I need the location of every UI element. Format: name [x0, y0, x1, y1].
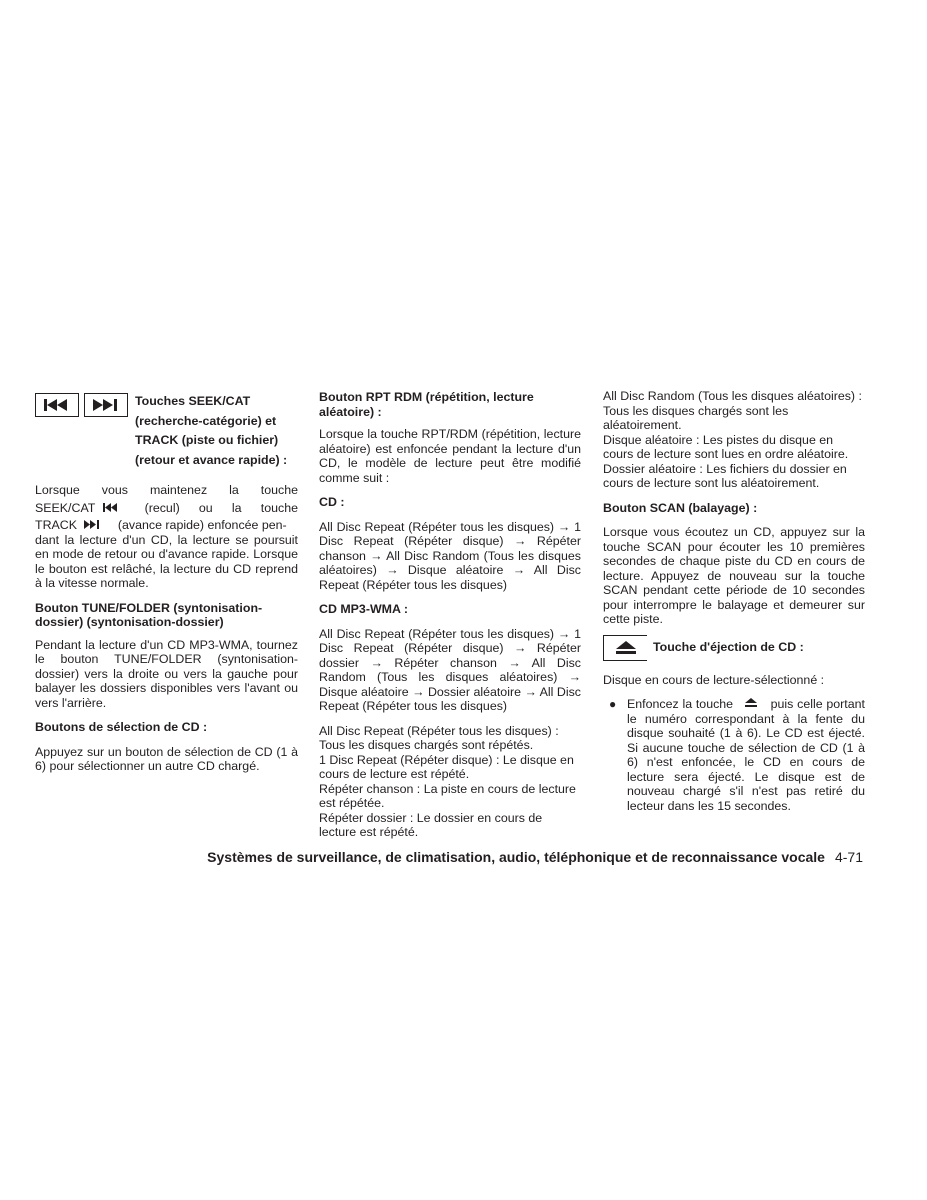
seek-line-c-text: TRACK: [35, 518, 77, 532]
cd-select-text: Appuyez sur un bouton de sélection de CD (1 à 6) pour sélectionner un autre CD chargé.: [35, 744, 298, 773]
seek-track-icons: [35, 389, 128, 417]
definition-item: Dossier aléatoire : Les fichiers du dossier en cours de lecture sont lus aléatoirement.: [603, 461, 847, 490]
eject-header: [603, 635, 865, 661]
seek-line-b-text: SEEK/CAT: [35, 500, 96, 515]
footer-title: Systèmes de surveillance, de climatisation, audio, téléphonique et de reconnaissance vocale: [207, 849, 825, 865]
eject-intro: Disque en cours de lecture-sélectionné :: [603, 672, 825, 687]
seek-title-line: (retour et avance rapide) :: [135, 452, 288, 467]
seek-track-header: [35, 389, 298, 473]
eject-bullet-text: [627, 697, 865, 813]
mp3-sequence: All Disc Repeat (Répéter tous les disques) → 1 Disc Repeat (Répéter disque) → Répéter dossier → Répéter chanson → All Disc Random (Tous les disques aléatoires) → Disque aléatoire → Dossier aléatoire → All Disc Repeat (Répéter tous les disques): [319, 626, 581, 713]
mp3-heading: CD MP3-WMA :: [319, 602, 409, 616]
definition-item: Disque aléatoire : Les pistes du disque en cours de lecture sont lues en ordre aléatoire.: [603, 432, 849, 461]
eject-bullet: [603, 697, 865, 813]
bullet-dot: ●: [609, 697, 617, 711]
seek-line-a: Lorsque vous maintenez la touche: [35, 483, 298, 497]
seek-title-line: TRACK (piste ou fichier): [135, 433, 279, 447]
seek-paragraph: [35, 483, 298, 591]
cd-select-heading: Boutons de sélection de CD :: [35, 720, 208, 734]
skip-forward-icon: [84, 393, 128, 417]
skip-back-small-icon: [103, 501, 119, 516]
seek-track-title: [135, 392, 287, 470]
rpt-definitions: [319, 724, 581, 840]
column-2: [319, 389, 581, 840]
rpt-text: Lorsque la touche RPT/RDM (répétition, lecture aléatoire) est enfoncée pendant la lecture d'un CD, le modèle de lecture peut être modifié comme suit :: [319, 427, 581, 485]
definition-item: 1 Disc Repeat (Répéter disque) : Le disque en cours de lecture est répété.: [319, 752, 574, 781]
scan-text: Lorsque vous écoutez un CD, appuyez sur la touche SCAN pour écouter les 10 premières secondes de chaque piste du CD en cours de lecture. Appuyez de nouveau sur la touche SCAN pendant cette période de 10 secondes pour interrompre le balayage et demeurer sur cette piste.: [603, 525, 865, 626]
definition-item: Répéter dossier : Le dossier en cours de lecture est répété.: [319, 810, 543, 839]
seek-line-d: dant la lecture d'un CD, la lecture se poursuit en mode de retour ou d'avance rapide. Lorsque le bouton est relâché, la lecture du CD reprend à la vitesse normale.: [35, 532, 298, 590]
definition-item: All Disc Random (Tous les disques aléatoires) : Tous les disques chargés sont les aléatoirement.: [603, 389, 862, 432]
column-3: [603, 389, 865, 813]
seek-title-line: (recherche-catégorie) et: [135, 413, 277, 428]
definition-item: All Disc Repeat (Répéter tous les disques) : Tous les disques chargés sont répétés.: [319, 723, 559, 752]
tune-text: Pendant la lecture d'un CD MP3-WMA, tournez le bouton TUNE/FOLDER (syntonisation-dossier) vers la droite ou vers la gauche pour balayer les dossiers disponibles vers l'avant ou vers l'arrière.: [35, 637, 298, 710]
column-1: [35, 389, 298, 774]
eject-title: Touche d'éjection de CD :: [653, 640, 804, 655]
seek-title-line: Touches SEEK/CAT: [135, 394, 251, 408]
eject-bullet-a: Enfoncez la touche: [627, 697, 734, 711]
seek-line-c: [35, 518, 298, 533]
seek-line-b-rest: (recul) ou la touche: [144, 500, 298, 515]
eject-bullet-b: puis celle portant le numéro correspondant à la fente du disque souhaité (1 à 6). Le CD est éjecté. Si aucune touche de sélection de CD (1 à 6) n'est enfoncée, le CD en cours de lecture sera éjecté. Le disque est de nouveau chargé s'il n'est pas retiré du lecteur dans les 15 secondes.: [627, 697, 865, 813]
tune-heading: Bouton TUNE/FOLDER (syntonisation-dossier) (syntonisation-dossier): [35, 600, 263, 629]
definition-item: Répéter chanson : La piste en cours de lecture est répétée.: [319, 781, 576, 810]
seek-line-b: [35, 501, 298, 516]
eject-icon: [603, 635, 647, 661]
page-number: 4-71: [834, 849, 863, 865]
eject-small-icon: [745, 697, 757, 712]
cd-sequence: All Disc Repeat (Répéter tous les disques) → 1 Disc Repeat (Répéter disque) → Répéter chanson → All Disc Random (Tous les disques aléatoires) → Disque aléatoire → All Disc Repeat (Répéter tous les disques): [319, 519, 581, 592]
skip-back-icon: [35, 393, 79, 417]
page-footer: [0, 849, 863, 865]
skip-forward-small-icon: [84, 518, 100, 533]
rpt-heading: Bouton RPT RDM (répétition, lecture aléatoire) :: [319, 390, 534, 419]
seek-line-c-rest: (avance rapide) enfoncée pen-: [117, 518, 287, 532]
rdm-definitions: [603, 389, 865, 491]
cd-heading: CD :: [319, 495, 345, 509]
scan-heading: Bouton SCAN (balayage) :: [603, 500, 758, 515]
